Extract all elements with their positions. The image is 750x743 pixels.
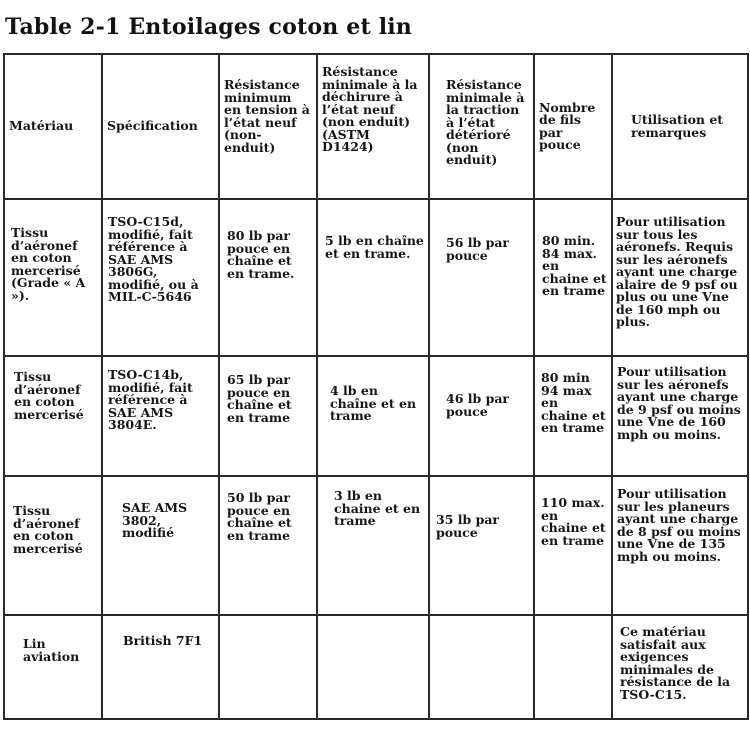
cell-material: Lin aviation: [4, 615, 102, 719]
table-header-row: [4, 54, 748, 199]
table-row: [4, 615, 748, 719]
cell-traction-strength: 56 lb par pouce: [429, 199, 534, 356]
cell-tear-strength: [317, 615, 429, 719]
cell-tension-strength: 65 lb par pouce en chaîne et en trame: [219, 356, 317, 476]
cell-tension-strength: [219, 615, 317, 719]
table-row: [4, 199, 748, 356]
cell-usage-remarks: Pour utilisation sur les aéronefs ayant une charge de 9 psf ou moins une Vne de 160 mph ou moins.: [612, 356, 748, 476]
cell-specification: TSO-C15d, modifié, fait référence à SAE AMS 3806G, modifié, ou à MIL-C-5646: [102, 199, 219, 356]
header-cell-tear-strength: Résistance minimale à la déchirure à l’état neuf (non enduit) (ASTM D1424): [317, 54, 429, 199]
header-cell-thread-count: Nombre de fils par pouce: [534, 54, 612, 199]
cell-specification: TSO-C14b, modifié, fait référence à SAE AMS 3804E.: [102, 356, 219, 476]
cell-traction-strength: 35 lb par pouce: [429, 476, 534, 615]
header-cell-material: Matériau: [4, 54, 102, 199]
cell-specification: SAE AMS 3802, modifié: [102, 476, 219, 615]
cell-specification: British 7F1: [102, 615, 219, 719]
cell-tension-strength: 80 lb par pouce en chaîne et en trame.: [219, 199, 317, 356]
cell-usage-remarks: Ce matériau satisfait aux exigences minimales de résistance de la TSO-C15.: [612, 615, 748, 719]
cell-thread-count: [534, 615, 612, 719]
cell-tear-strength: 5 lb en chaîne et en trame.: [317, 199, 429, 356]
cell-tear-strength: 4 lb en chaîne et en trame: [317, 356, 429, 476]
fabric-spec-table: [3, 53, 749, 720]
cell-traction-strength: [429, 615, 534, 719]
cell-tear-strength: 3 lb en chaine et en trame: [317, 476, 429, 615]
cell-tension-strength: 50 lb par pouce en chaîne et en trame: [219, 476, 317, 615]
cell-thread-count: 110 max. en chaine et en trame: [534, 476, 612, 615]
cell-traction-strength: 46 lb par pouce: [429, 356, 534, 476]
cell-usage-remarks: Pour utilisation sur tous les aéronefs. Requis sur les aéronefs ayant une charge alaire de 9 psf ou plus ou une Vne de 160 mph ou plus.: [612, 199, 748, 356]
header-cell-tension-strength: Résistance minimum en tension à l’état neuf (non-enduit): [219, 54, 317, 199]
header-cell-specification: Spécification: [102, 54, 219, 199]
cell-thread-count: 80 min. 84 max. en chaine et en trame: [534, 199, 612, 356]
header-cell-usage-remarks: Utilisation et remarques: [612, 54, 748, 199]
cell-material: Tissu d’aéronef en coton mercerisé: [4, 476, 102, 615]
table-row: [4, 356, 748, 476]
table-row: [4, 476, 748, 615]
header-cell-traction-strength: Résistance minimale à la traction à l’état détérioré (non enduit): [429, 54, 534, 199]
cell-thread-count: 80 min 94 max en chaine et en trame: [534, 356, 612, 476]
cell-material: Tissu d’aéronef en coton mercerisé (Grade « A »).: [4, 199, 102, 356]
cell-material: Tissu d’aéronef en coton mercerisé: [4, 356, 102, 476]
table-title: Table 2-1 Entoilages coton et lin: [5, 14, 413, 40]
cell-usage-remarks: Pour utilisation sur les planeurs ayant une charge de 8 psf ou moins une Vne de 135 mph ou moins.: [612, 476, 748, 615]
